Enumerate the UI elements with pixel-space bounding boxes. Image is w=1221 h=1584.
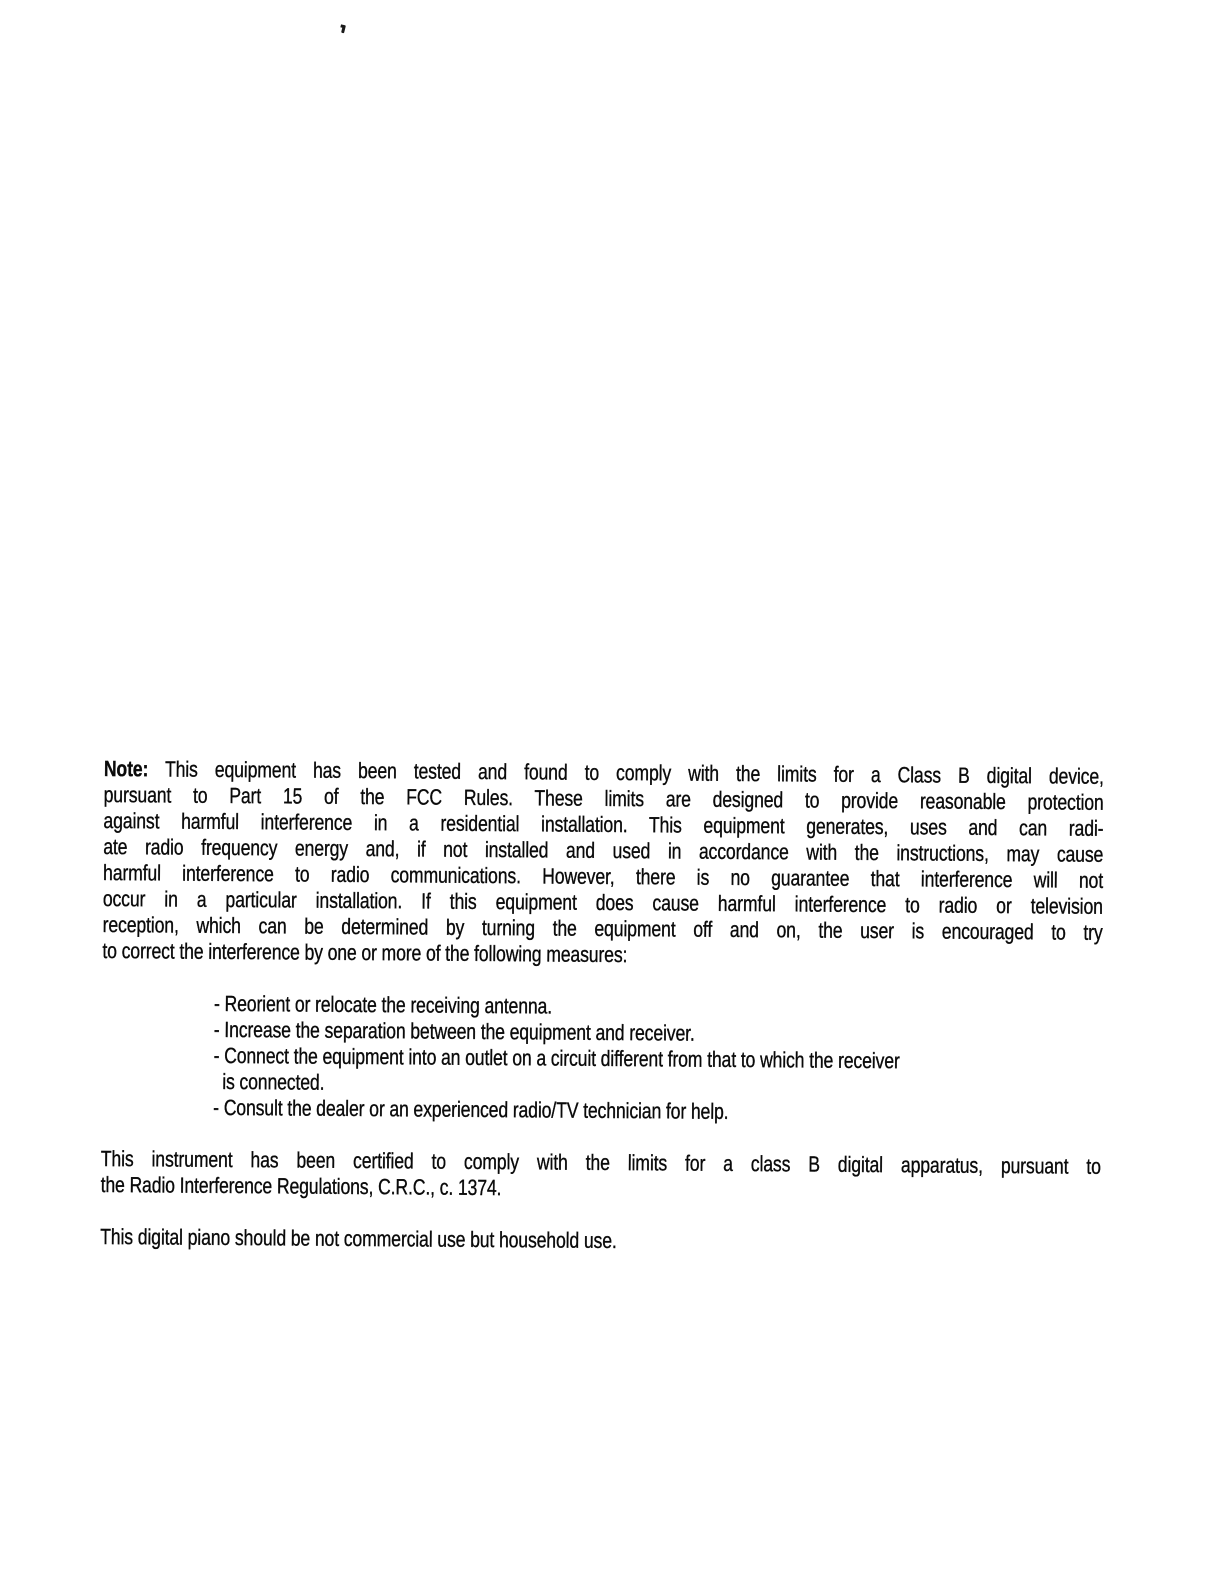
note-label: Note: (103, 756, 149, 782)
fcc-note-line: reception, which can be determined by turning the equipment off and on, the user is encouraged to try (102, 911, 1103, 945)
fcc-note-text: This equipment has been tested and found to comply with the limits for a Class B digital device, (164, 756, 1104, 789)
canada-notice-line: the Radio Interference Regulations, C.R.C., c. 1374. (100, 1171, 502, 1201)
measure-item: - Increase the separation between the equipment and receiver. (213, 1016, 695, 1046)
fcc-note-line: ate radio frequency energy and, if not installed and used in accordance with the instructions, may cause (103, 833, 1104, 867)
fcc-notice-text-block (100, 756, 1104, 1258)
household-notice: This digital piano should be not commercial use but household use. (100, 1223, 617, 1254)
canada-notice-line: This instrument has been certified to comply with the limits for a class B digital apparatus, pursuant to (100, 1145, 1101, 1179)
measure-item: - Reorient or relocate the receiving antenna. (213, 990, 553, 1019)
scan-artifact-mark (341, 25, 345, 33)
fcc-note-line: pursuant to Part 15 of the FCC Rules. These limits are designed to provide reasonable protection (103, 781, 1104, 815)
fcc-note-line: occur in a particular installation. If this equipment does cause harmful interference to radio or television (102, 885, 1103, 919)
measure-item-continuation: is connected. (222, 1068, 325, 1095)
measure-item: - Consult the dealer or an experienced radio/TV technician for help. (213, 1094, 729, 1124)
fcc-note-line: to correct the interference by one or more of the following measures: (102, 937, 628, 968)
fcc-note-line: harmful interference to radio communications. However, there is no guarantee that interference will not (102, 859, 1104, 893)
fcc-note-line: against harmful interference in a residential installation. This equipment generates, uses and can radi- (103, 807, 1104, 841)
measure-item: - Connect the equipment into an outlet on a circuit different from that to which the receiver (213, 1042, 900, 1074)
